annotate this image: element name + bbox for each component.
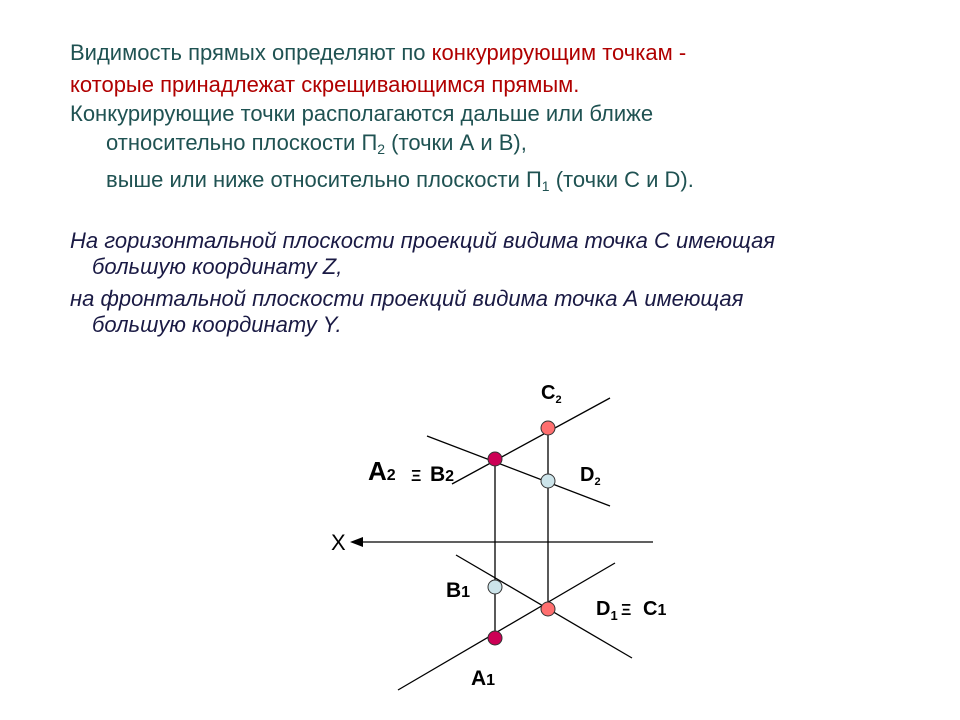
text-line-6: На горизонтальной плоскости проекций видима точка С имеющая [70, 228, 776, 253]
label-d2: $D_2$ [580, 464, 601, 488]
point-c1 [541, 602, 555, 616]
text-line-9: большую координату Y. [92, 312, 342, 337]
equivalence-sign: Ξ [411, 468, 422, 485]
point-a2 [488, 452, 502, 466]
label-c1: C1 [643, 598, 667, 620]
label-a2: A2 [368, 456, 396, 486]
point-a1 [488, 631, 502, 645]
text-line-7: большую координату Z, [92, 254, 343, 279]
label-b2: B2 [430, 463, 455, 486]
text-line-4-part-a: относительно плоскости П [106, 130, 378, 155]
text-line-1-part-a: Видимость прямых определяют по [70, 40, 432, 65]
text-line-8: на фронтальной плоскости проекций видима точка А имеющая [70, 286, 744, 311]
line-ab-horizontal [398, 563, 615, 690]
text-line-2: которые принадлежат скрещивающимся прямым. [70, 72, 580, 97]
point-b1 [488, 580, 502, 594]
point-c2 [541, 421, 555, 435]
label-b1: B1 [446, 579, 471, 602]
highlight-term: конкурирующим точкам - [431, 40, 687, 65]
text-line-5-part-a: выше или ниже относительно плоскости П [106, 167, 542, 192]
subscript: 2 [377, 141, 386, 157]
text-line-3: Конкурирующие точки располагаются дальше или ближе [70, 101, 654, 126]
text-line-5-part-b: (точки С и D). [549, 167, 694, 192]
label-c2: $C_2$ [541, 382, 562, 406]
label-d1: $D_1$ [596, 598, 618, 623]
equivalence-sign: Ξ [621, 602, 632, 619]
subscript: 1 [541, 178, 550, 194]
label-a1: A1 [471, 667, 496, 690]
point-d2 [541, 474, 555, 488]
x-axis-arrowhead [350, 537, 363, 547]
text-line-4-part-b: (точки А и В), [385, 130, 527, 155]
label-x-axis: X [331, 530, 346, 555]
